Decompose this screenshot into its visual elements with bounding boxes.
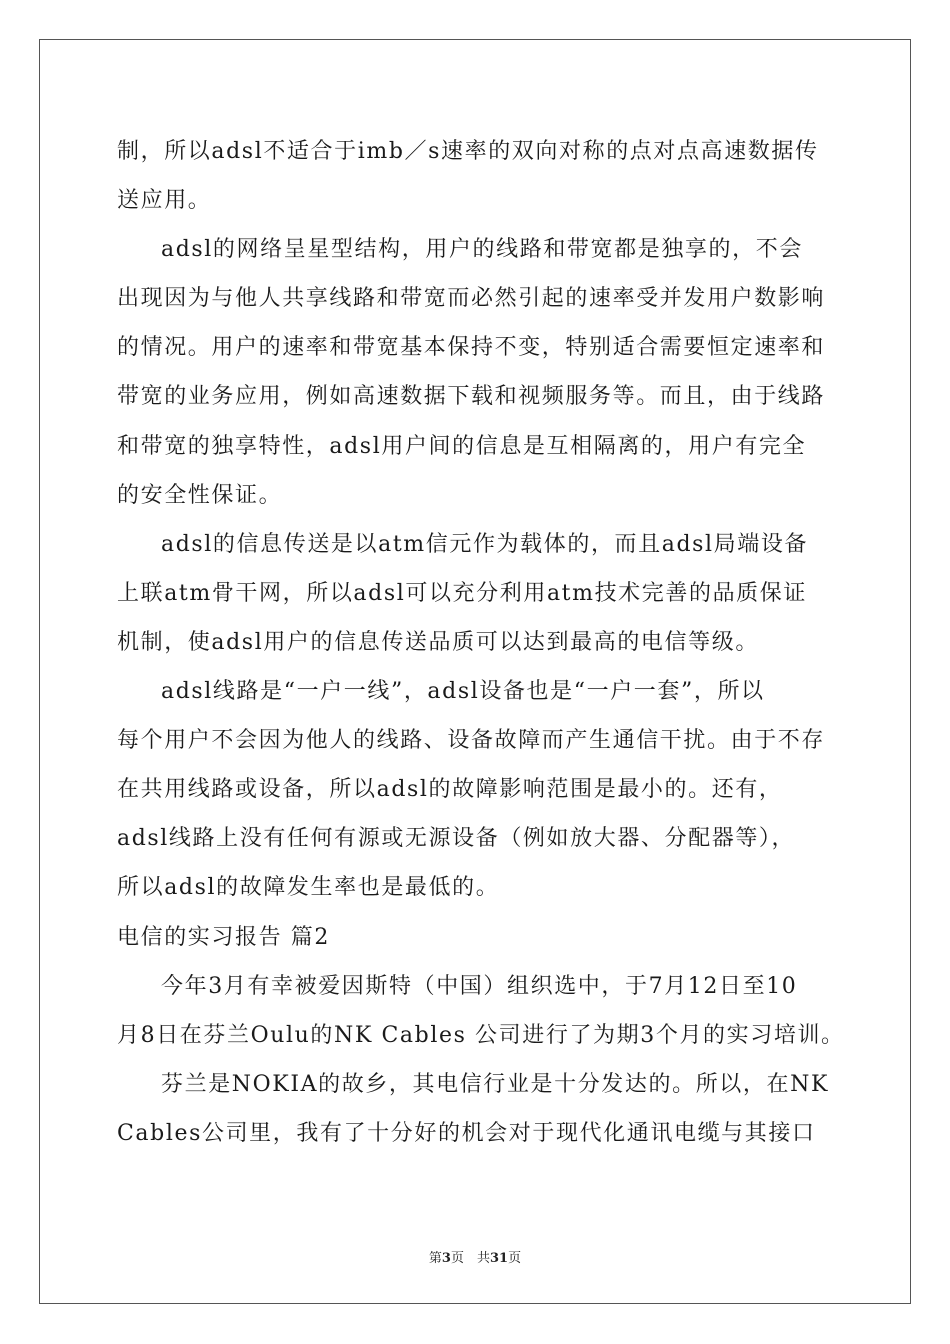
text-line: 上联atm骨干网，所以adsl可以充分利用atm技术完善的品质保证	[117, 580, 807, 606]
text-line: 每个用户不会因为他人的线路、设备故障而产生通信干扰。由于不存	[117, 728, 826, 754]
paragraph-start: 今年3月有幸被爱因斯特（中国）组织选中，于7月12日至10	[161, 973, 798, 999]
paragraph-start: adsl的网络呈星型结构，用户的线路和带宽都是独享的，不会	[161, 237, 803, 263]
text-line: 出现因为与他人共享线路和带宽而必然引起的速率受并发用户数影响	[117, 286, 826, 312]
text-line: 制，所以adsl不适合于imb／s速率的双向对称的点对点高速数据传	[117, 139, 819, 164]
text-line: 的情况。用户的速率和带宽基本保持不变，特别适合需要恒定速率和	[117, 335, 826, 361]
paragraph-start: 芬兰是NOKIA的故乡，其电信行业是十分发达的。所以，在NK	[161, 1071, 829, 1097]
text-line: 送应用。	[117, 188, 212, 214]
text-line: adsl线路上没有任何有源或无源设备（例如放大器、分配器等），	[117, 826, 796, 852]
paragraph-start: adsl线路是“一户一线”，adsl设备也是“一户一套”，所以	[161, 679, 765, 705]
section-heading: 电信的实习报告 篇2	[117, 924, 330, 950]
text-line: 带宽的业务应用，例如高速数据下载和视频服务等。而且，由于线路	[117, 384, 826, 410]
paragraph-start: adsl的信息传送是以atm信元作为载体的，而且adsl局端设备	[161, 531, 809, 557]
page-footer	[0, 1247, 950, 1266]
text-line: 机制，使adsl用户的信息传送品质可以达到最高的电信等级。	[117, 629, 759, 655]
text-line: 在共用线路或设备，所以adsl的故障影响范围是最小的。还有，	[117, 777, 783, 803]
text-line: 月8日在芬兰Oulu的NK Cables 公司进行了为期3个月的实习培训。	[117, 1022, 845, 1048]
footer-prefix: 第	[428, 1251, 442, 1266]
footer-page-number: 3	[441, 1251, 451, 1266]
footer-total-pages: 31	[489, 1251, 509, 1266]
footer-mid: 页 共	[450, 1251, 490, 1266]
document-body	[117, 127, 845, 1158]
text-line: 和带宽的独享特性，adsl用户间的信息是互相隔离的，用户有完全	[117, 433, 807, 459]
text-line: 的安全性保证。	[117, 482, 283, 508]
footer-suffix: 页	[508, 1251, 522, 1266]
text-line: 所以adsl的故障发生率也是最低的。	[117, 875, 500, 901]
text-line: Cables公司里，我有了十分好的机会对于现代化通讯电缆与其接口	[117, 1120, 816, 1146]
